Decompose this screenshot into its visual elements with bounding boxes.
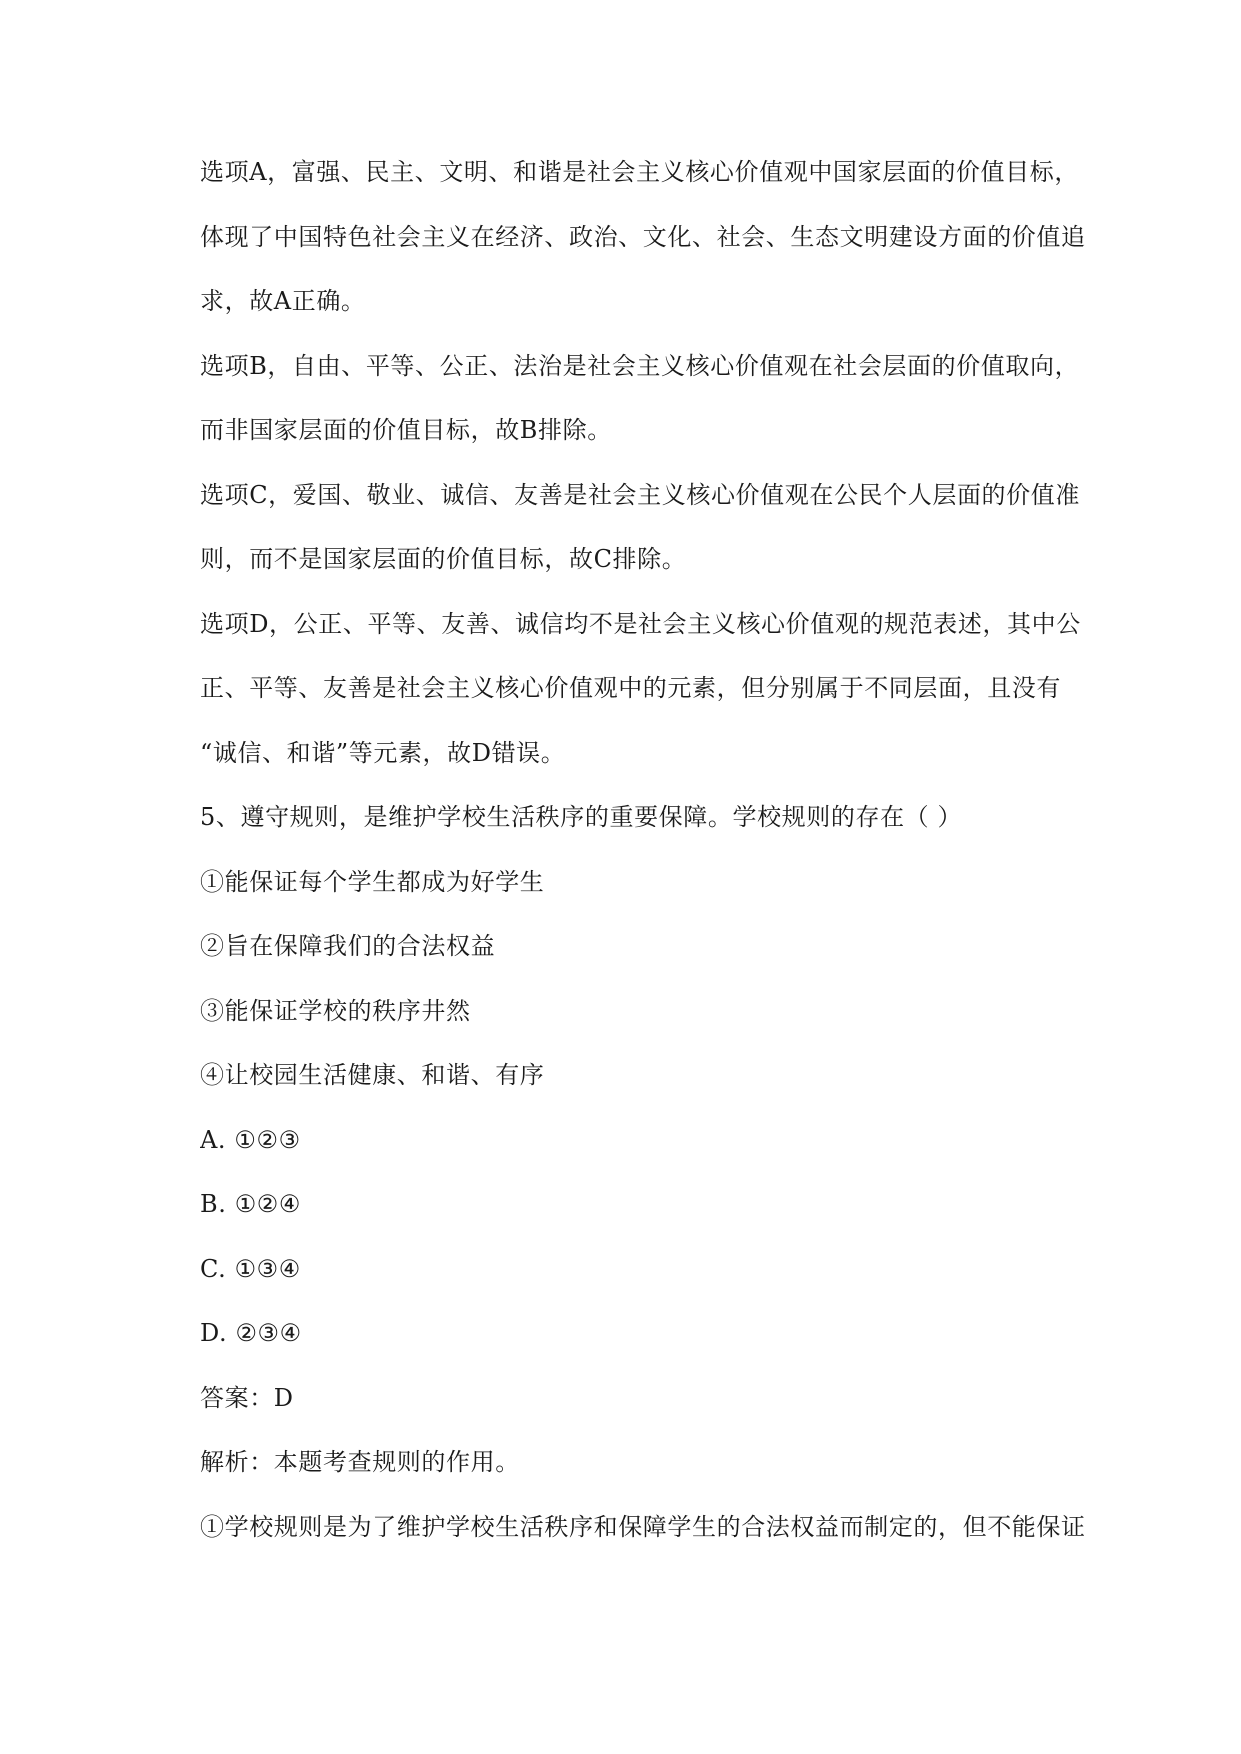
paragraph-line: 则，而不是国家层面的价值目标，故C排除。	[200, 545, 687, 573]
option-b: B. ①②④	[200, 1190, 302, 1218]
paragraph-line: 体现了中国特色社会主义在经济、政治、文化、社会、生态文明建设方面的价值追	[200, 222, 1086, 251]
option-c: C. ①③④	[200, 1254, 301, 1283]
paragraph-line: 选项C，爱国、敬业、诚信、友善是社会主义核心价值观在公民个人层面的价值准	[200, 480, 1080, 509]
paragraph-line: ①学校规则是为了维护学校生活秩序和保障学生的合法权益而制定的，但不能保证	[200, 1512, 1086, 1541]
paragraph-line: 正、平等、友善是社会主义核心价值观中的元素，但分别属于不同层面，且没有	[200, 674, 1061, 702]
paragraph-line: 而非国家层面的价值目标，故B排除。	[200, 416, 612, 444]
option-a: A. ①②③	[200, 1125, 301, 1154]
statement-item: ①能保证每个学生都成为好学生	[200, 867, 545, 896]
statement-item: ③能保证学校的秩序井然	[200, 996, 471, 1025]
question-stem: 5、遵守规则，是维护学校生活秩序的重要保障。学校规则的存在（ ）	[200, 803, 963, 831]
document-body	[200, 140, 1090, 1559]
paragraph-line: 选项A，富强、民主、文明、和谐是社会主义核心价值观中国家层面的价值目标，	[200, 158, 1079, 186]
statement-item: ④让校园生活健康、和谐、有序	[200, 1061, 545, 1089]
option-d: D. ②③④	[200, 1319, 302, 1347]
statement-item: ②旨在保障我们的合法权益	[200, 932, 496, 960]
paragraph-line: 选项D，公正、平等、友善、诚信均不是社会主义核心价值观的规范表述，其中公	[200, 609, 1081, 638]
paragraph-line: 求，故A正确。	[200, 287, 366, 315]
answer-line: 答案：D	[200, 1383, 294, 1412]
analysis-line: 解析：本题考查规则的作用。	[200, 1448, 520, 1476]
paragraph-line: 选项B，自由、平等、公正、法治是社会主义核心价值观在社会层面的价值取向，	[200, 351, 1080, 380]
paragraph-line: “诚信、和谐”等元素，故D错误。	[200, 738, 566, 767]
